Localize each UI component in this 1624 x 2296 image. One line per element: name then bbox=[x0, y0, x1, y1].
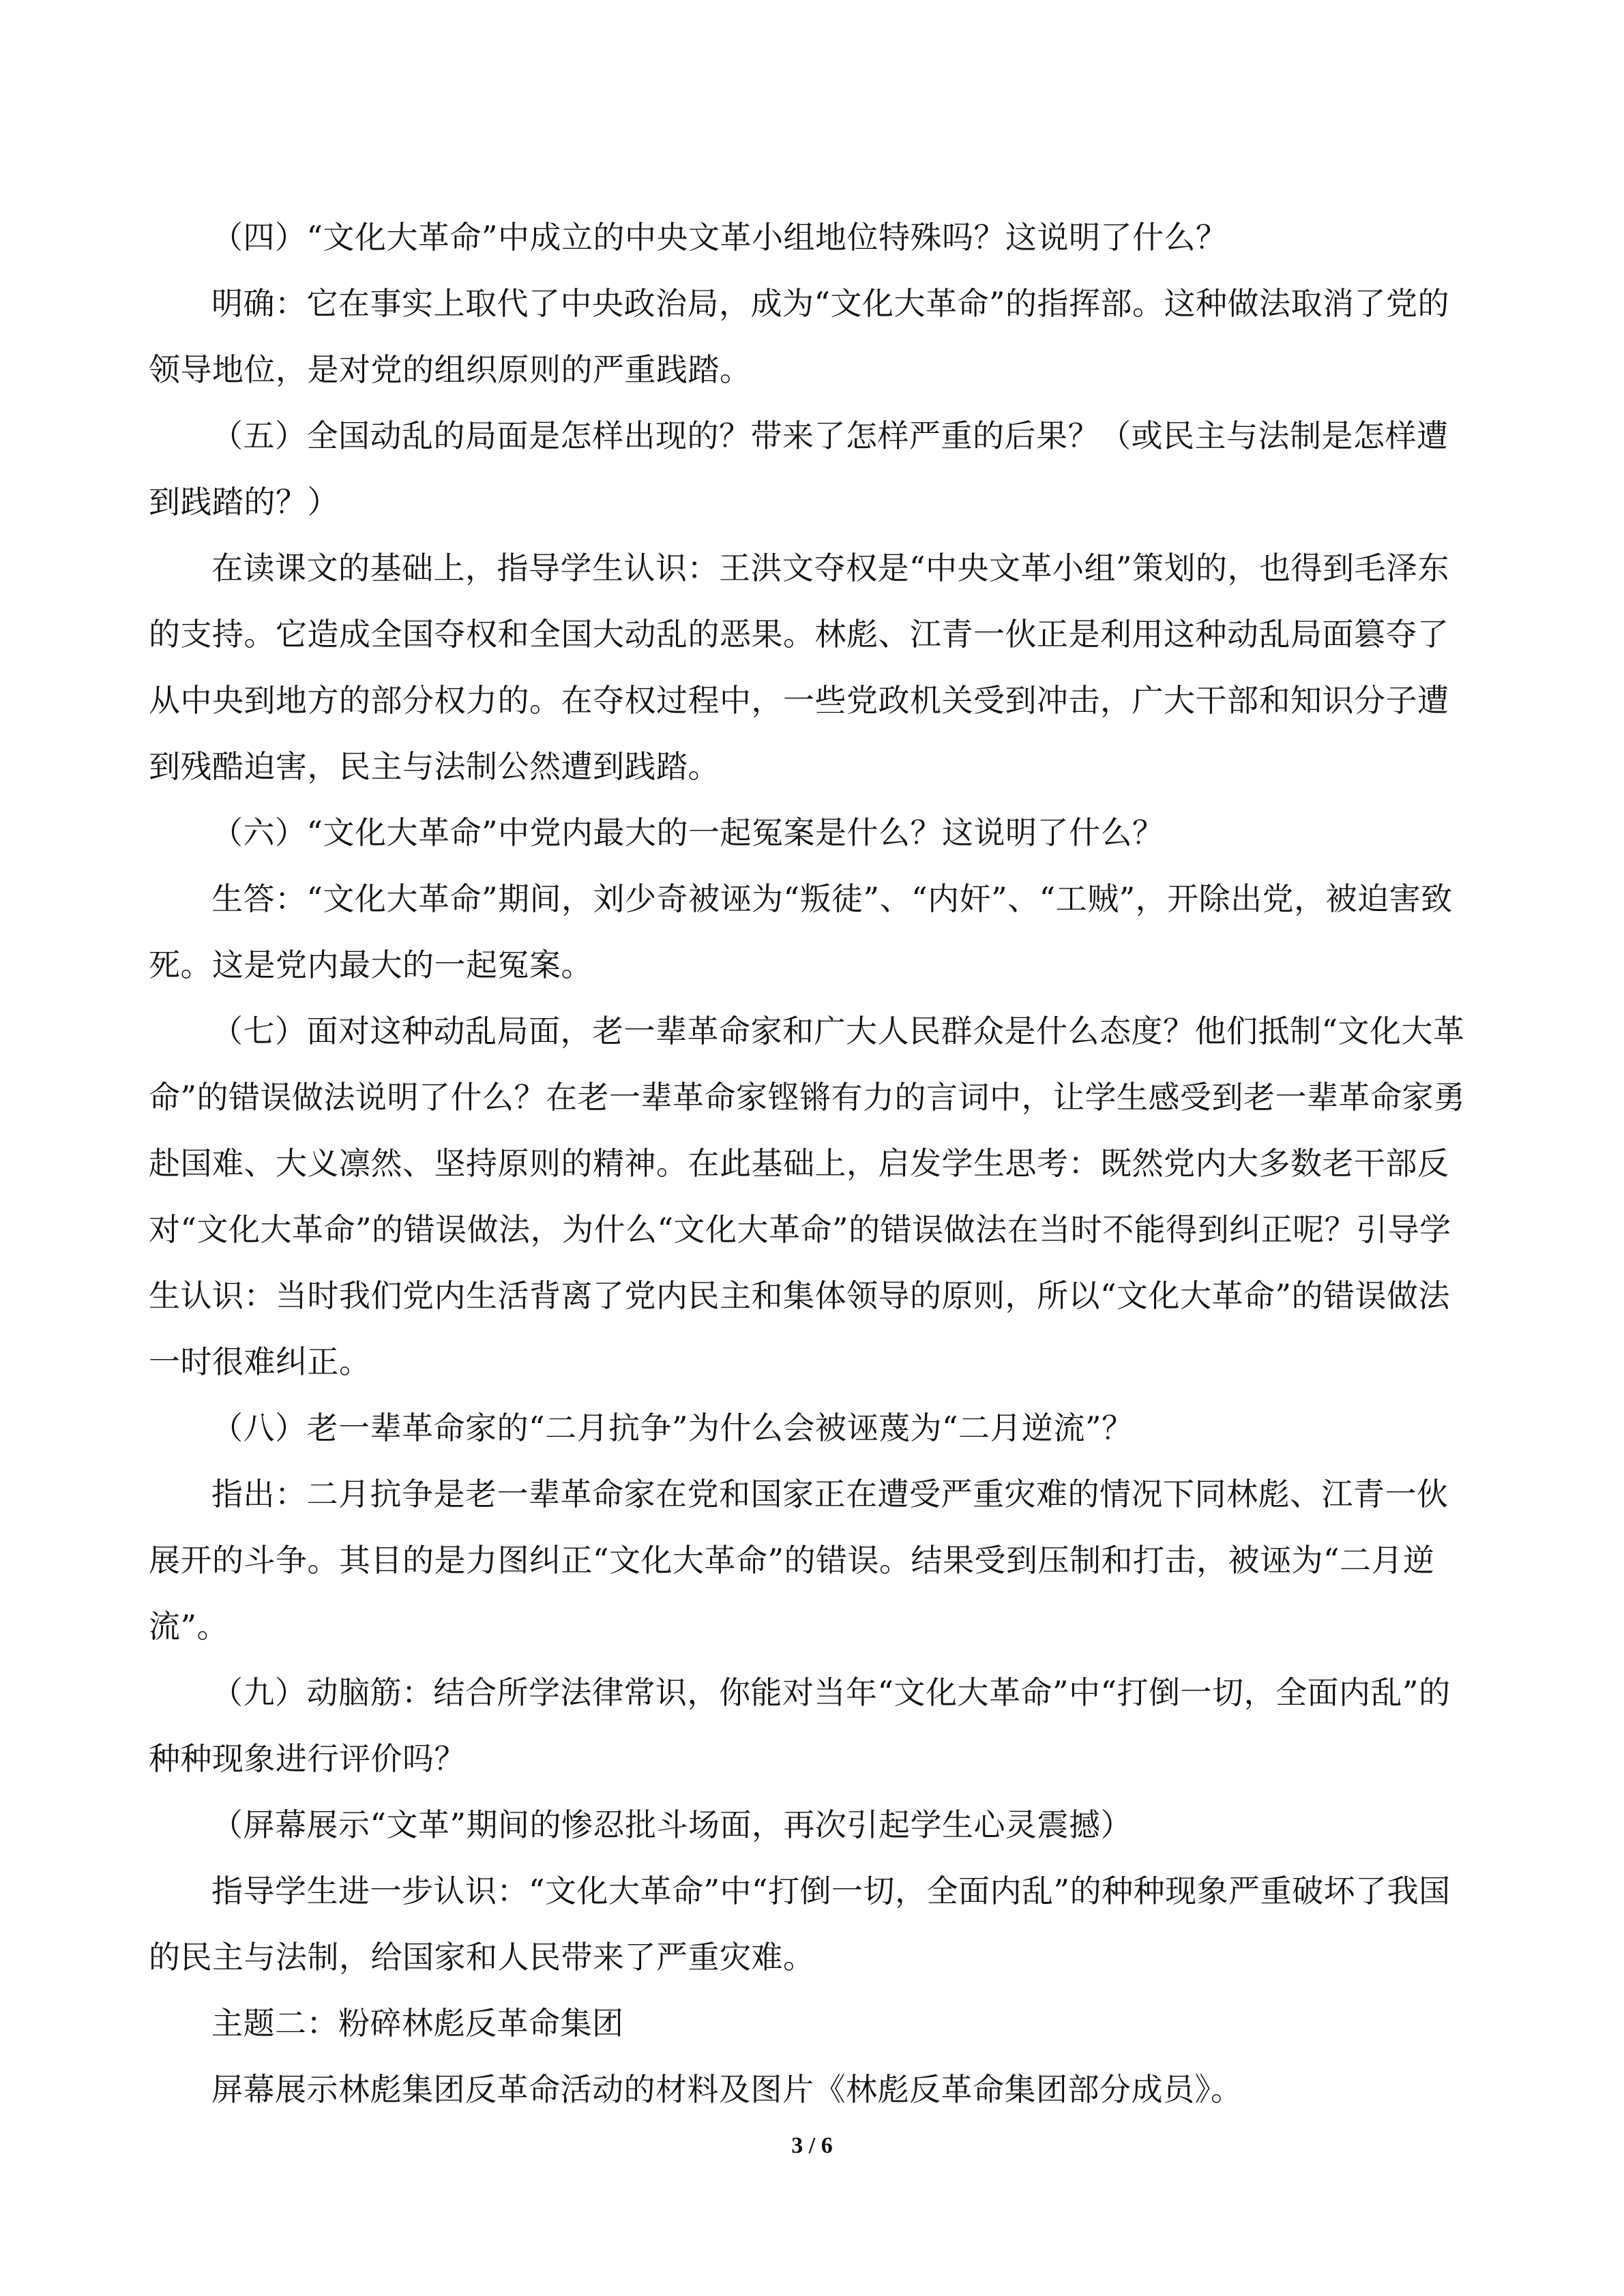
question-8: （八）老一辈革命家的“二月抗争”为什么会被诬蔑为“二月逆流”？ bbox=[211, 1410, 1134, 1446]
question-6: （六）“文化大革命”中党内最大的一起冤案是什么？这说明了什么？ bbox=[211, 814, 1164, 851]
page-number: 3 / 6 bbox=[791, 2133, 833, 2158]
question-4: （四）“文化大革命”中成立的中央文革小组地位特殊吗？这说明了什么？ bbox=[211, 219, 1228, 256]
topic-intro: 屏幕展示林彪集团反革命活动的材料及图片《林彪反革命集团部分成员》。 bbox=[211, 2071, 1243, 2108]
question-5: （五）全国动乱的局面是怎样出现的？带来了怎样严重的后果？（或民主与法制是怎样遭到践踏的？） bbox=[149, 417, 1449, 520]
answer-4: 明确：它在事实上取代了中央政治局，成为“文化大革命”的指挥部。这种做法取消了党的领导地位，是对党的组织原则的严重践踏。 bbox=[149, 285, 1450, 388]
answer-6: 生答：“文化大革命”期间，刘少奇被诬为“叛徒”、“内奸”、“工贼”，开除出党，被迫害致死。这是党内最大的一起冤案。 bbox=[149, 880, 1453, 983]
topic-heading: 主题二：粉碎林彪反革命集团 bbox=[211, 2005, 624, 2042]
answer-5: 在读课文的基础上，指导学生认识：王洪文夺权是“中央文革小组”策划的，也得到毛泽东的支持。它造成全国夺权和全国大动乱的恶果。林彪、江青一伙正是利用这种动乱局面篡夺了从中央到地方的部分权力的。在夺权过程中，一些党政机关受到冲击，广大干部和知识分子遭到残酷迫害，民主与法制公然遭到践踏。 bbox=[149, 550, 1450, 785]
answer-9: 指导学生进一步认识：“文化大革命”中“打倒一切，全面内乱”的种种现象严重破坏了我国的民主与法制，给国家和人民带来了严重灾难。 bbox=[149, 1873, 1451, 1976]
document-body bbox=[149, 205, 1475, 2123]
screen-note: （屏幕展示“文革”期间的惨忍批斗场面，再次引起学生心灵震撼） bbox=[211, 1806, 1133, 1843]
question-7: （七）面对这种动乱局面，老一辈革命家和广大人民群众是什么态度？他们抵制“文化大革命”的错误做法说明了什么？在老一辈革命家铿锵有力的言词中，让学生感受到老一辈革命家勇赴国难、大义凛然、坚持原则的精神。在此基础上，启发学生思考：既然党内大多数老干部反对“文化大革命”的错误做法，为什么“文化大革命”的错误做法在当时不能得到纠正呢？引导学生认识：当时我们党内生活背离了党内民主和集体领导的原则，所以“文化大革命”的错误做法一时很难纠正。 bbox=[149, 1013, 1466, 1380]
question-9: （九）动脑筋：结合所学法律常识，你能对当年“文化大革命”中“打倒一切，全面内乱”的种种现象进行评价吗？ bbox=[149, 1674, 1451, 1777]
answer-8: 指出：二月抗争是老一辈革命家在党和国家正在遭受严重灾难的情况下同林彪、江青一伙展开的斗争。其目的是力图纠正“文化大革命”的错误。结果受到压制和打击，被诬为“二月逆流”。 bbox=[149, 1476, 1449, 1645]
